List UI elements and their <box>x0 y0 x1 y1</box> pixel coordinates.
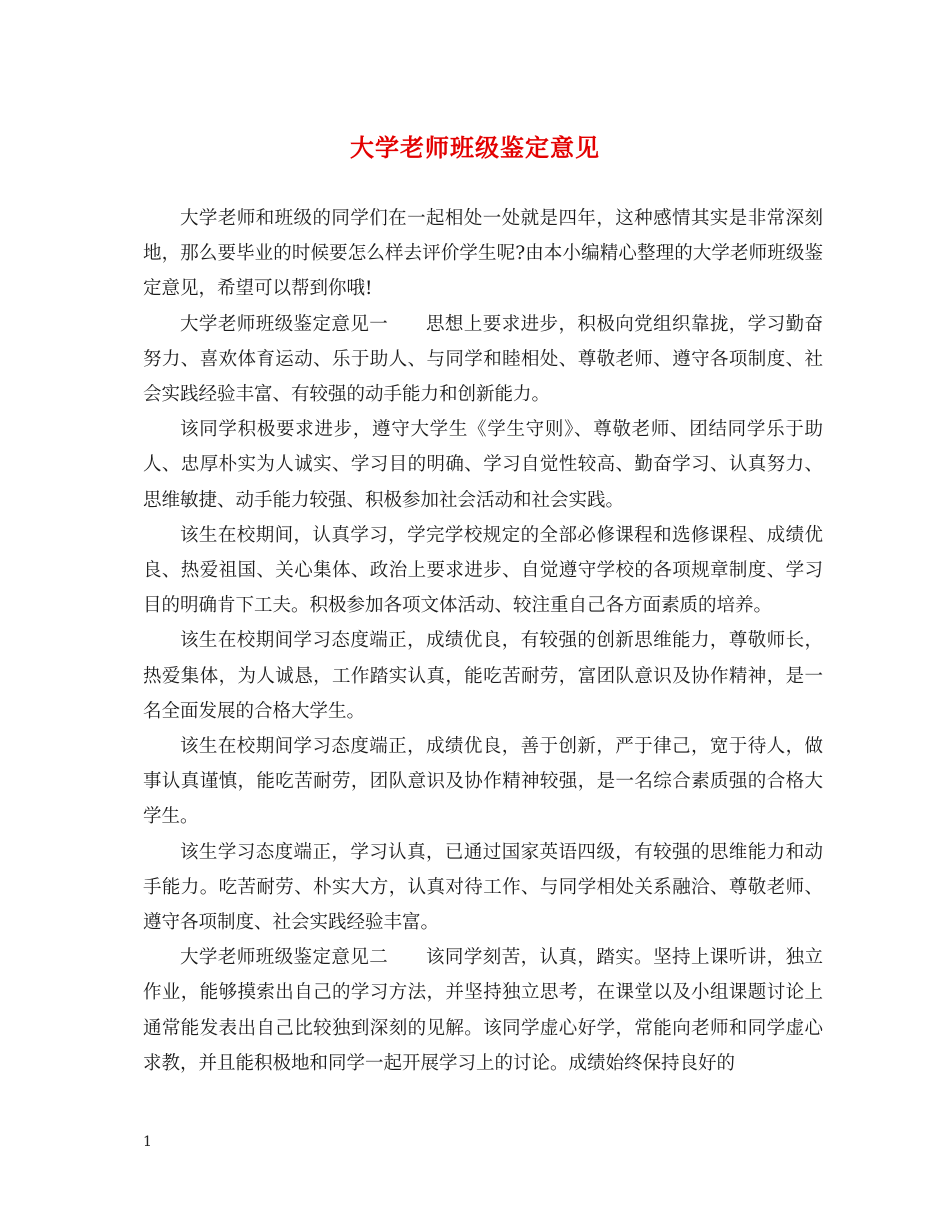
paragraph: 该生在校期间学习态度端正，成绩优良，有较强的创新思维能力，尊敬师长，热爱集体，为人诚恳，工作踏实认真，能吃苦耐劳，富团队意识及协作精神，是一名全面发展的合格大学生。 <box>143 630 823 722</box>
paragraph-opinion-two: 大学老师班级鉴定意见二 该同学刻苦，认真，踏实。坚持上课听讲，独立作业，能够摸索出自己的学习方法，并坚持独立思考，在课堂以及小组课题讨论上通常能发表出自己比较独到深刻的见解。该同学虚心好学，常能向老师和同学虚心求教，并且能积极地和同学一起开展学习上的讨论。成绩始终保持良好的 <box>143 947 823 1074</box>
paragraph-opinion-one: 大学老师班级鉴定意见一 思想上要求进步，积极向党组织靠拢，学习勤奋努力、喜欢体育运动、乐于助人、与同学和睦相处、尊敬老师、遵守各项制度、社会实践经验丰富、有较强的动手能力和创新能力。 <box>143 313 823 406</box>
paragraph: 该同学积极要求进步，遵守大学生《学生守则》、尊敬老师、团结同学乐于助人、忠厚朴实为人诚实、学习目的明确、学习自觉性较高、勤奋学习、认真努力、思维敏捷、动手能力较强、积极参加社会活动和社会实践。 <box>143 419 823 511</box>
page-number: 1 <box>143 1134 152 1150</box>
paragraph: 该生在校期间学习态度端正，成绩优良，善于创新，严于律己，宽于待人，做事认真谨慎，能吃苦耐劳，团队意识及协作精神较强，是一名综合素质强的合格大学生。 <box>143 736 823 828</box>
paragraph: 该生学习态度端正，学习认真，已通过国家英语四级，有较强的思维能力和动手能力。吃苦耐劳、朴实大方，认真对待工作、与同学相处关系融洽、尊敬老师、遵守各项制度、社会实践经验丰富。 <box>143 841 823 934</box>
paragraph: 该生在校期间，认真学习，学完学校规定的全部必修课程和选修课程、成绩优良、热爱祖国、关心集体、政治上要求进步、自觉遵守学校的各项规章制度、学习目的明确肯下工夫。积极参加各项文体活动、较注重自己各方面素质的培养。 <box>143 524 823 617</box>
document-body <box>143 201 823 1081</box>
paragraph-intro: 大学老师和班级的同学们在一起相处一处就是四年，这种感情其实是非常深刻地，那么要毕业的时候要怎么样去评价学生呢?由本小编精心整理的大学老师班级鉴定意见，希望可以帮到你哦! <box>143 208 823 300</box>
page-title: 大学老师班级鉴定意见 <box>350 133 600 162</box>
